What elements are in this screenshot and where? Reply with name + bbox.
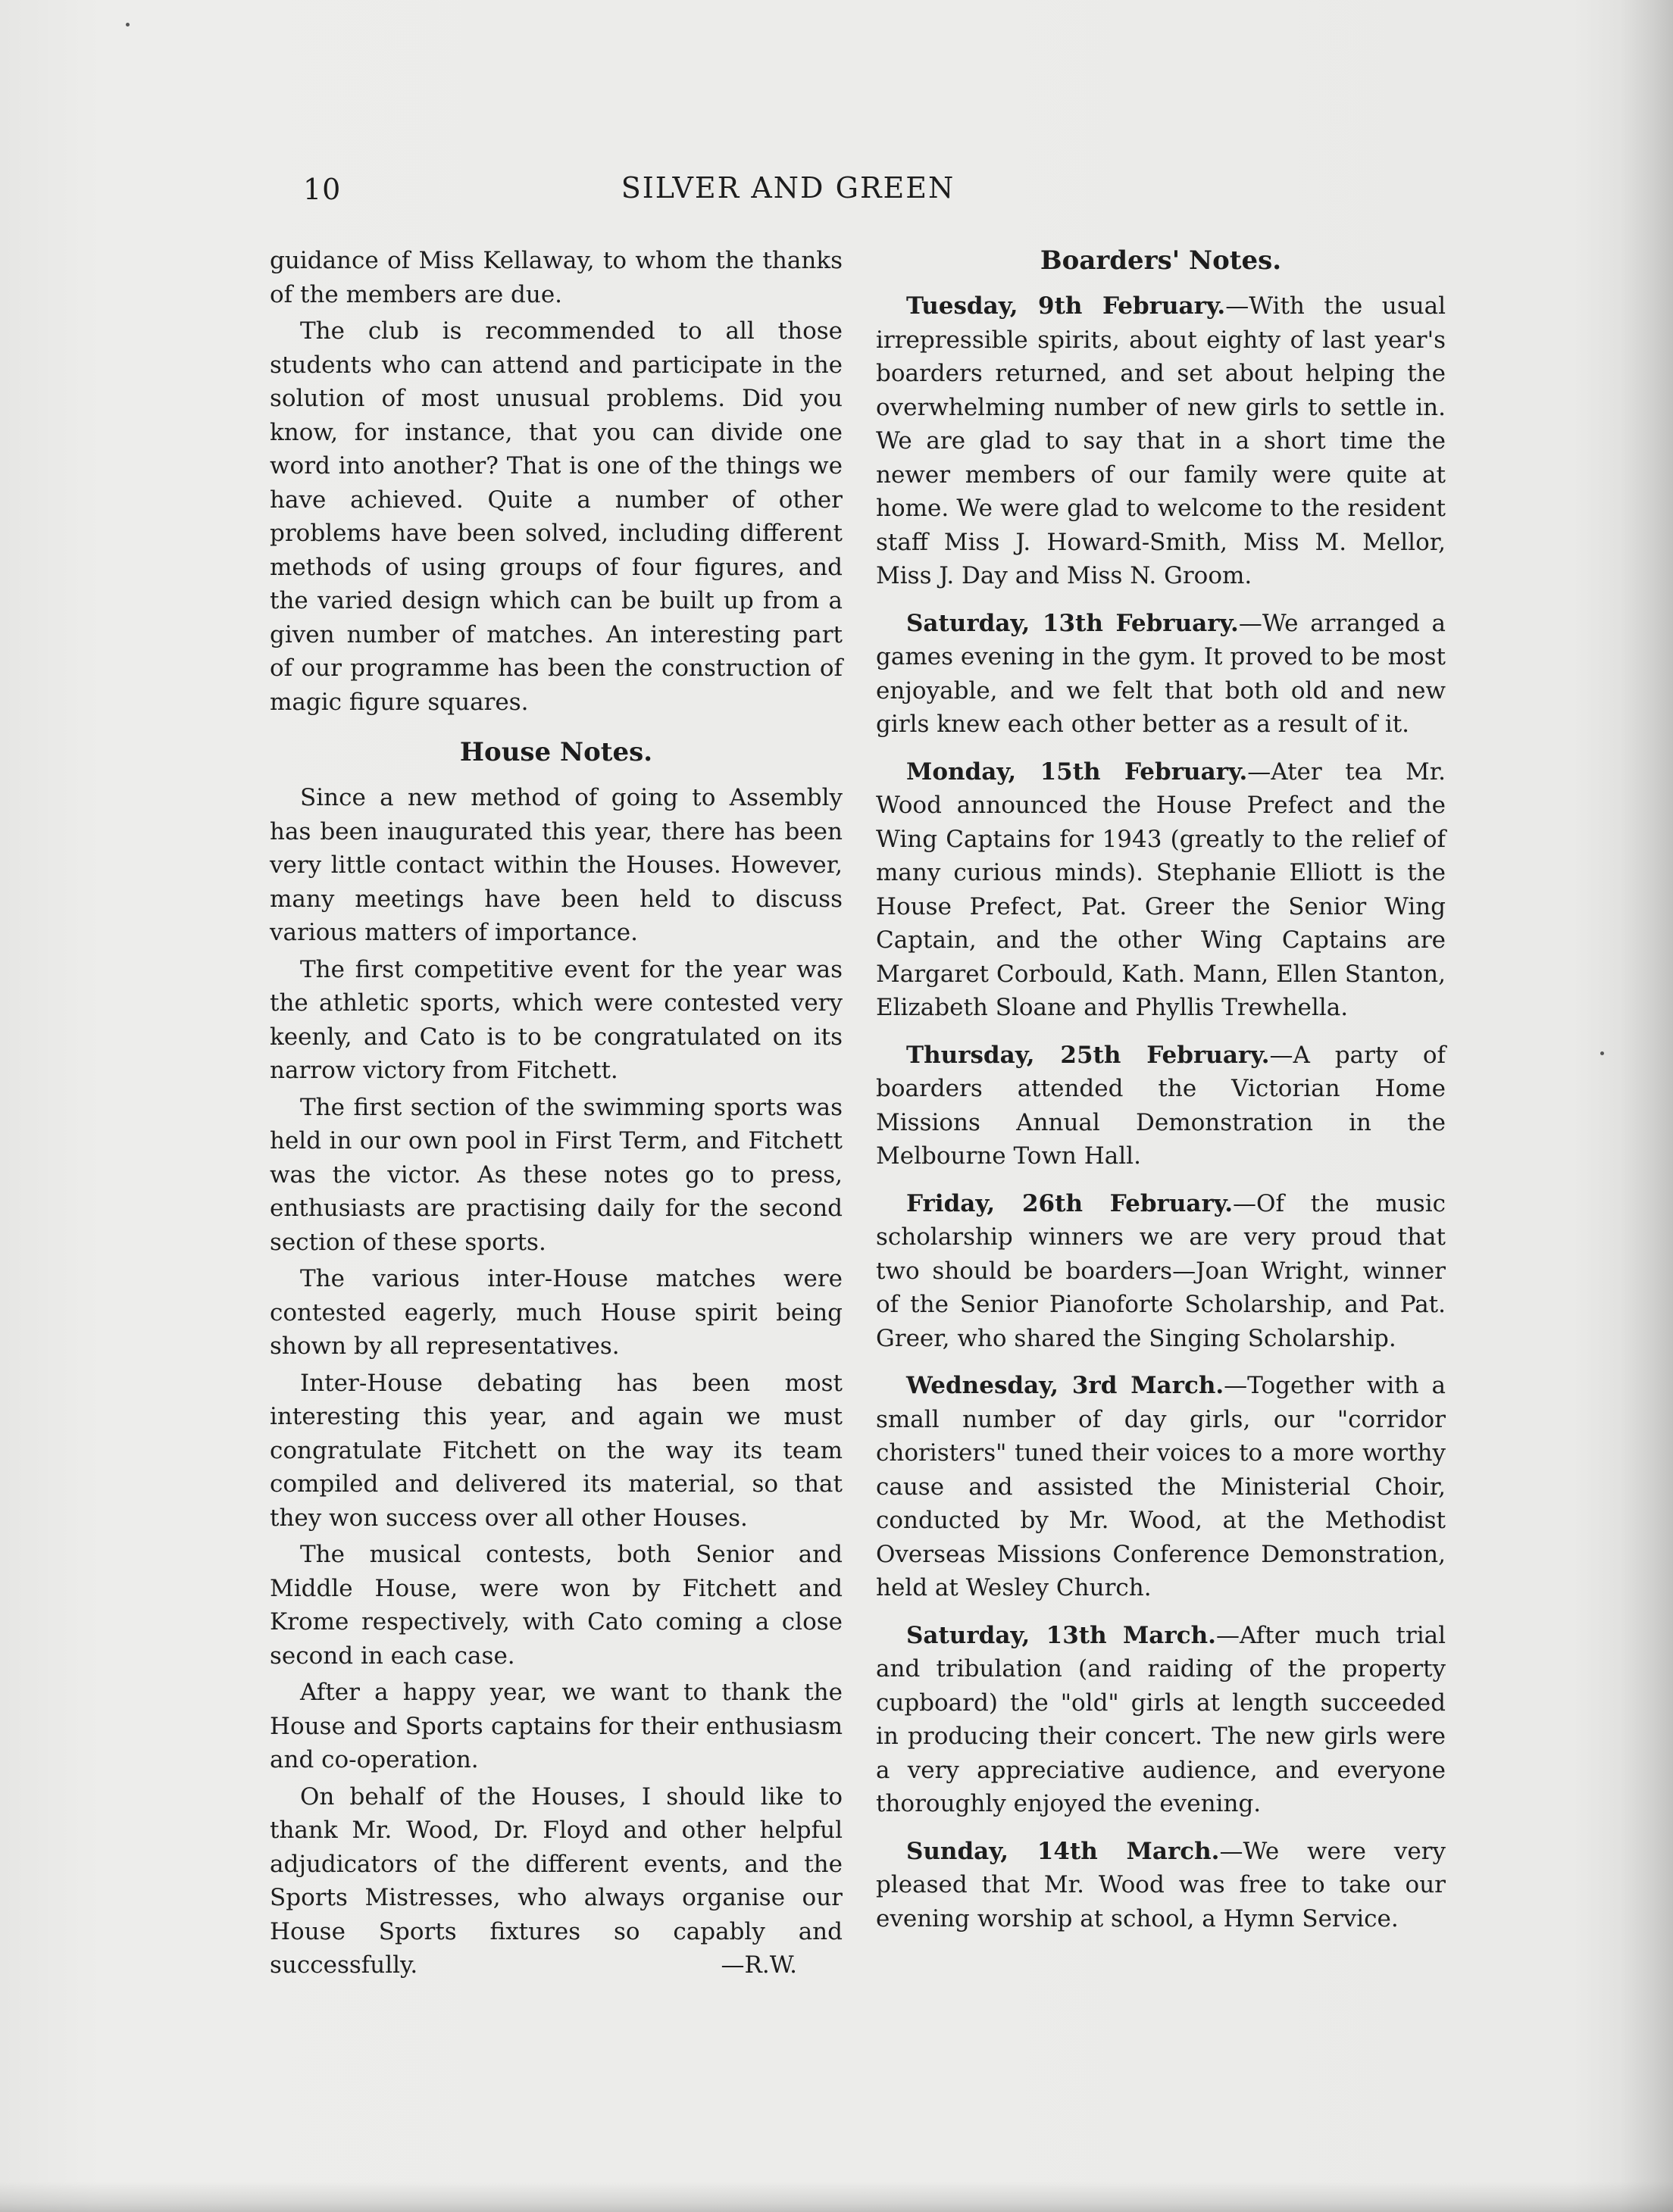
running-head: SILVER AND GREEN [621,171,955,205]
entry-text: —Ater tea Mr. Wood announced the House Prefect and the Wing Captains for 1943 (greatly to the relief of many curious minds). Stephanie Elliott is the House Prefect, Pat. Greer the Senior Wing Captain, and the other Wing Captains are Margaret Corbould, Kath. Mann, Ellen Stanton, Elizabeth Sloane and Phyllis Trewhella. [876,758,1446,1021]
entry-date: Thursday, 25th February. [906,1041,1270,1069]
diary-entry [876,1187,1446,1356]
entry-date: Saturday, 13th March. [906,1621,1216,1649]
diary-entry [876,289,1446,593]
left-column [270,244,843,1985]
entry-text: —A party of boarders attended the Victorian Home Missions Annual Demonstration in the Melbourne Town Hall. [876,1041,1446,1170]
scan-speck [1600,1051,1604,1055]
right-column [876,244,1446,1949]
author-signature: —R.W. [721,1951,797,1979]
house-notes-paragraph: After a happy year, we want to thank the House and Sports captains for their enthusiasm and co-operation. [270,1679,843,1773]
house-notes-paragraph: Since a new method of going to Assembly has been inaugurated this year, there has been very little contact within the Houses. However, many meetings have been held to discuss various matters of importance. [270,784,843,946]
house-notes-paragraph: The various inter-House matches were contested eagerly, much House spirit being shown by all representatives. [270,1265,843,1360]
diary-entry [876,1835,1446,1936]
entry-text: —Of the music scholarship winners we are very proud that two should be boarders—Joan Wright, winner of the Senior Pianoforte Scholarship, and Pat. Greer, who shared the Singing Scholarship. [876,1189,1446,1352]
house-notes-closing [270,1780,843,1982]
house-notes-heading: House Notes. [459,737,653,767]
entry-text: —With the usual irrepressible spirits, about eighty of last year's boarders returned, and set about helping the overwhelming number of new girls to settle in. We are glad to say that in a short time the newer members of our family were quite at home. We were glad to welcome to the resident staff Miss J. Howard-Smith, Miss M. Mellor, Miss J. Day and Miss N. Groom. [876,292,1446,589]
entry-date: Wednesday, 3rd March. [906,1372,1224,1399]
closing-text: On behalf of the Houses, I should like to thank Mr. Wood, Dr. Floyd and other helpful adjudicators of the different events, and the Sports Mistresses, who always organise our House Sports fixtures so capably and successfully. [270,1782,843,1979]
diary-entry [876,1369,1446,1605]
entry-text: —We arranged a games evening in the gym. It proved to be most enjoyable, and we felt that both old and new girls knew each other better as a result of it. [876,609,1446,738]
house-notes-paragraph: The musical contests, both Senior and Middle House, were won by Fitchett and Krome respectively, with Cato coming a close second in each case. [270,1541,843,1670]
house-notes-paragraph: Inter-House debating has been most interesting this year, and again we must congratulate Fitchett on the way its team compiled and delivered its material, so that they won success over all other Houses. [270,1369,843,1532]
diary-entry [876,1619,1446,1821]
house-notes-paragraph: The first section of the swimming sports was held in our own pool in First Term, and Fitchett was the victor. As these notes go to press, enthusiasts are practising daily for the second section of these sports. [270,1093,843,1256]
club-paragraph: The club is recommended to all those students who can attend and participate in the solution of most unusual problems. Did you know, for instance, that you can divide one word into another? That is one of the things we have achieved. Quite a number of other problems have been solved, including different methods of using groups of four figures, and the varied design which can be built up from a given number of matches. An interesting part of our programme has been the construction of magic figure squares. [270,317,843,716]
diary-entry [876,607,1446,742]
page-edge-shadow [1620,0,1673,2212]
page-number: 10 [303,173,342,206]
page-bottom-shadow [0,2182,1673,2212]
house-notes-paragraph: The first competitive event for the year was the athletic sports, which were contested very keenly, and Cato is to be congratulated on its narrow victory from Fitchett. [270,955,843,1084]
entry-date: Monday, 15th February. [906,758,1248,786]
boarders-notes-heading: Boarders' Notes. [1040,245,1282,276]
scan-speck [126,23,130,27]
entry-text: —After much trial and tribulation (and raiding of the property cupboard) the "old" girls at length succeeded in producing their concert. The new girls were a very appreciative audience, and everyone thoroughly enjoyed the evening. [876,1621,1446,1817]
continued-paragraph: guidance of Miss Kellaway, to whom the thanks of the members are due. [270,247,843,308]
entry-date: Saturday, 13th February. [906,609,1239,637]
entry-date: Friday, 26th February. [906,1189,1234,1217]
diary-entry [876,1039,1446,1173]
entry-text: —Together with a small number of day girls, our "corridor choristers" tuned their voices to a more worthy cause and assisted the Ministerial Choir, conducted by Mr. Wood, at the Methodist Overseas Missions Conference Demonstration, held at Wesley Church. [876,1372,1446,1601]
diary-entry [876,755,1446,1025]
entry-date: Tuesday, 9th February. [906,292,1226,320]
entry-date: Sunday, 14th March. [906,1837,1220,1865]
entry-text: —We were very pleased that Mr. Wood was free to take our evening worship at school, a Hymn Service. [876,1837,1446,1932]
